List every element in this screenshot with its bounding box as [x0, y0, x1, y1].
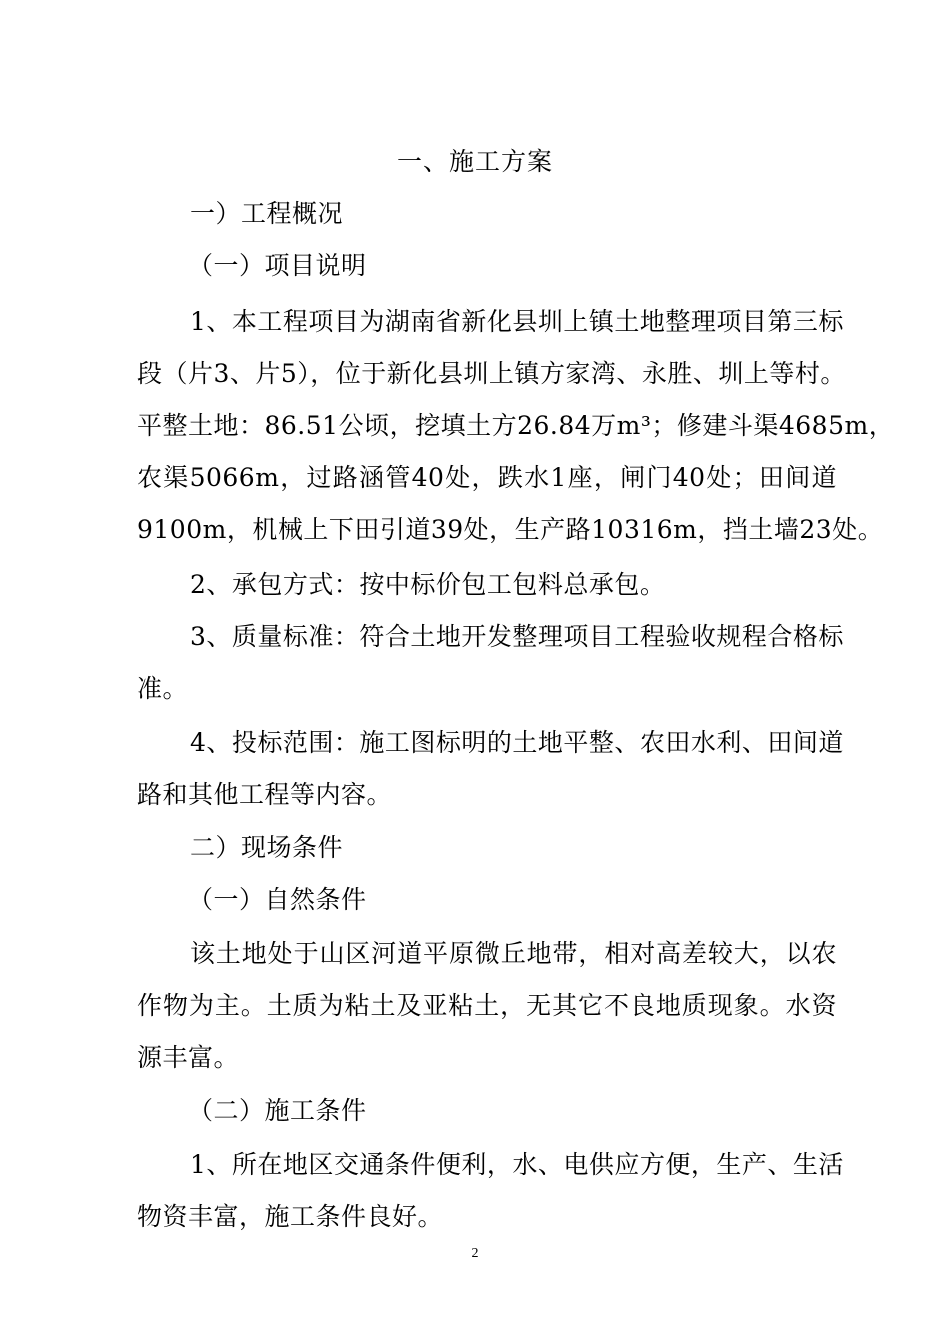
paragraph-line: 4、投标范围：施工图标明的土地平整、农田水利、田间道 [190, 728, 844, 757]
document-title: 一、施工方案 [396, 147, 553, 176]
section-heading: 二）现场条件 [190, 833, 344, 862]
section-heading: 一）工程概况 [190, 199, 344, 228]
paragraph-line: 准。 [137, 674, 189, 703]
paragraph-line: 作物为主。土质为粘土及亚粘土，无其它不良地质现象。水资 [137, 991, 837, 1020]
paragraph-line: 物资丰富，施工条件良好。 [137, 1202, 444, 1231]
paragraph-line: 1、所在地区交通条件便利，水、电供应方便，生产、生活 [190, 1150, 844, 1179]
paragraph-line: 段（片3、片5），位于新化县圳上镇方家湾、永胜、圳上等村。 [137, 359, 846, 388]
paragraph-line: 2、承包方式：按中标价包工包料总承包。 [190, 570, 666, 599]
paragraph-line: 路和其他工程等内容。 [137, 780, 393, 809]
paragraph-line: 该土地处于山区河道平原微丘地带，相对高差较大，以农 [190, 939, 837, 968]
page-number: 2 [471, 1246, 479, 1261]
subsection-heading: （一）项目说明 [188, 251, 367, 280]
paragraph-line: 源丰富。 [137, 1043, 240, 1072]
paragraph-line: 1、本工程项目为湖南省新化县圳上镇土地整理项目第三标 [190, 307, 844, 336]
subsection-heading: （一）自然条件 [188, 885, 367, 914]
paragraph-line: 3、质量标准：符合土地开发整理项目工程验收规程合格标 [190, 622, 844, 651]
paragraph-line: 9100m，机械上下田引道39处，生产路10316m，挡土墙23处。 [137, 515, 884, 544]
paragraph-line: 农渠5066m，过路涵管40处，跌水1座，闸门40处；田间道 [137, 463, 837, 492]
subsection-heading: （二）施工条件 [188, 1096, 367, 1125]
paragraph-line: 平整土地：86.51公顷，挖填土方26.84万m³；修建斗渠4685m， [137, 411, 895, 440]
